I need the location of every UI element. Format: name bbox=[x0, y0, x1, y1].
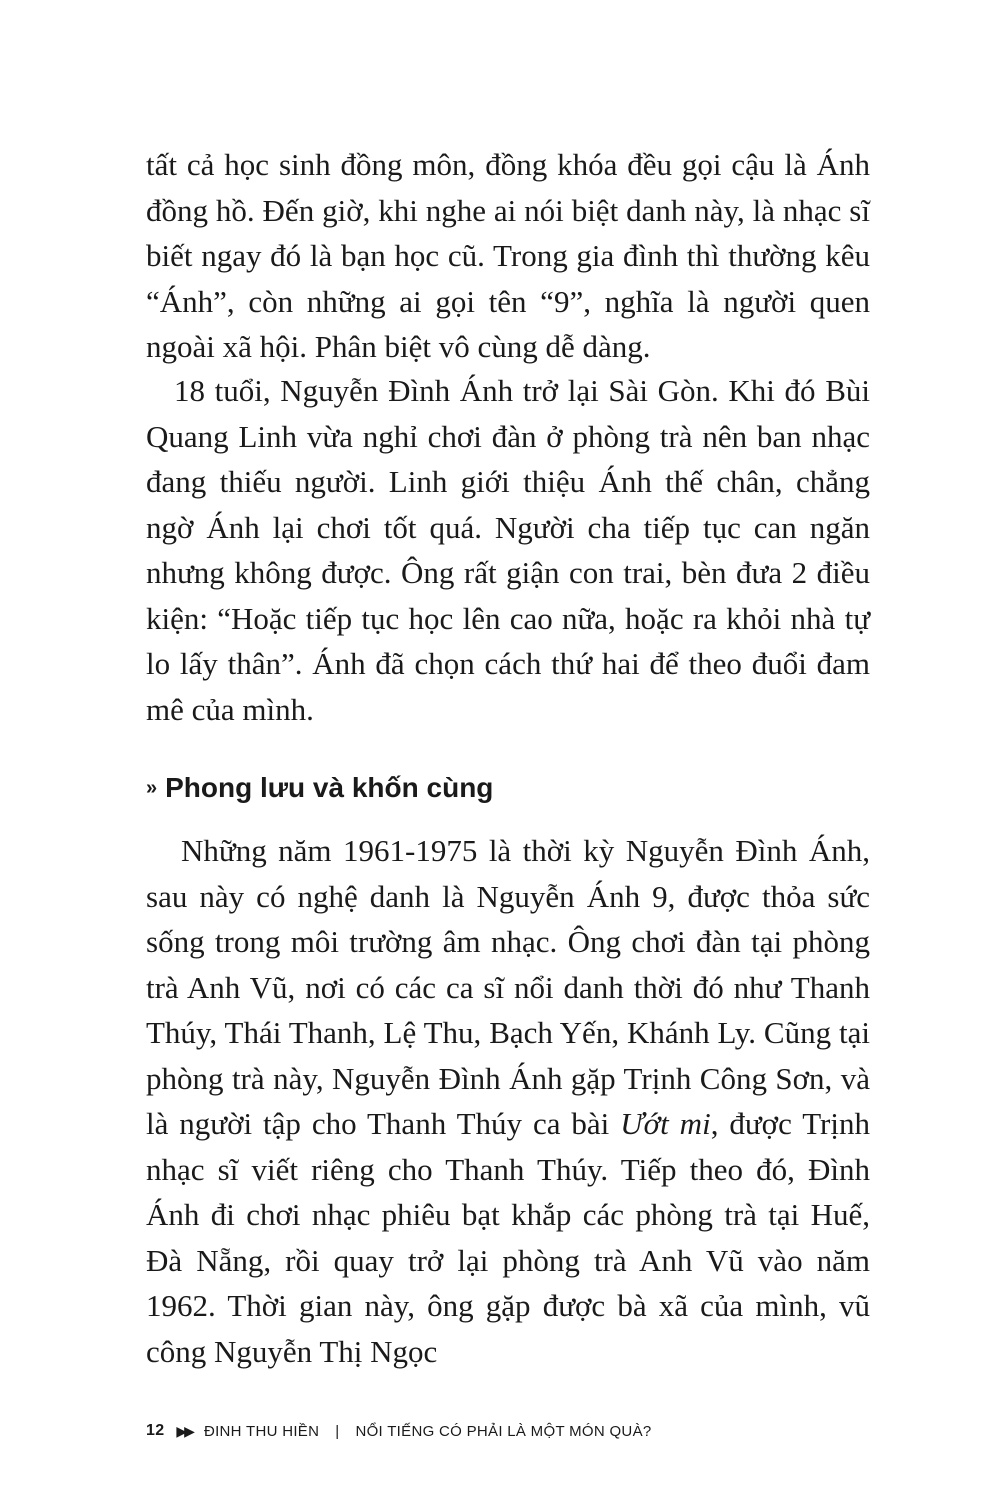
footer-author: ĐINH THU HIỀN bbox=[203, 1422, 320, 1440]
song-title: Ướt mi bbox=[620, 1106, 711, 1141]
section-heading bbox=[146, 770, 493, 806]
double-arrow-icon: ▶▶ bbox=[176, 1422, 192, 1439]
double-chevron-icon: » bbox=[146, 777, 154, 799]
paragraph-3-text-start: Những năm 1961-1975 là thời kỳ Nguyễn Đình Ánh, sau này có nghệ danh là Nguyễn Ánh 9, được thỏa sức sống trong môi trường âm nhạc. Ông chơi đàn tại phòng trà Anh Vũ, nơi có các ca sĩ nổi danh thời đó như Thanh Thúy, Thái Thanh, Lệ Thu, Bạch Yến, Khánh Ly. Cũng tại phòng trà này, Nguyễn Đình Ánh gặp Trịnh Công Sơn, và là người tập cho Thanh Thúy ca bài bbox=[146, 833, 870, 1141]
page-number: 12 bbox=[146, 1422, 165, 1439]
paragraph-3-text-end: , được Trịnh nhạc sĩ viết riêng cho Thanh Thúy. Tiếp theo đó, Đình Ánh đi chơi nhạc phiêu bạt khắp các phòng trà tại Huế, Đà Nẵng, rồi quay trở lại phòng trà Anh Vũ vào năm 1962. Thời gian này, ông gặp được bà xã của mình, vũ công Nguyễn Thị Ngọc bbox=[146, 1106, 870, 1369]
footer-separator: | bbox=[335, 1422, 340, 1440]
page-footer bbox=[146, 1422, 652, 1440]
paragraph-1: tất cả học sinh đồng môn, đồng khóa đều gọi cậu là Ánh đồng hồ. Đến giờ, khi nghe ai nói biệt danh này, là nhạc sĩ biết ngay đó là bạn học cũ. Trong gia đình thì thường kêu “Ánh”, còn những ai gọi tên “9”, nghĩa là người quen ngoài xã hội. Phân biệt vô cùng dễ dàng. bbox=[146, 147, 870, 364]
paragraph-2: 18 tuổi, Nguyễn Đình Ánh trở lại Sài Gòn. Khi đó Bùi Quang Linh vừa nghỉ chơi đàn ở phòng trà nên ban nhạc đang thiếu người. Linh giới thiệu Ánh thế chân, chẳng ngờ Ánh lại chơi tốt quá. Người cha tiếp tục can ngăn nhưng không được. Ông rất giận con trai, bèn đưa 2 điều kiện: “Hoặc tiếp tục học lên cao nữa, hoặc ra khỏi nhà tự lo lấy thân”. Ánh đã chọn cách thứ hai để theo đuổi đam mê của mình. bbox=[146, 373, 870, 727]
paragraph-3 bbox=[146, 828, 870, 1374]
section-title: Phong lưu và khốn cùng bbox=[165, 772, 494, 803]
footer-book-title: NỔI TIẾNG CÓ PHẢI LÀ MỘT MÓN QUÀ? bbox=[355, 1422, 652, 1440]
